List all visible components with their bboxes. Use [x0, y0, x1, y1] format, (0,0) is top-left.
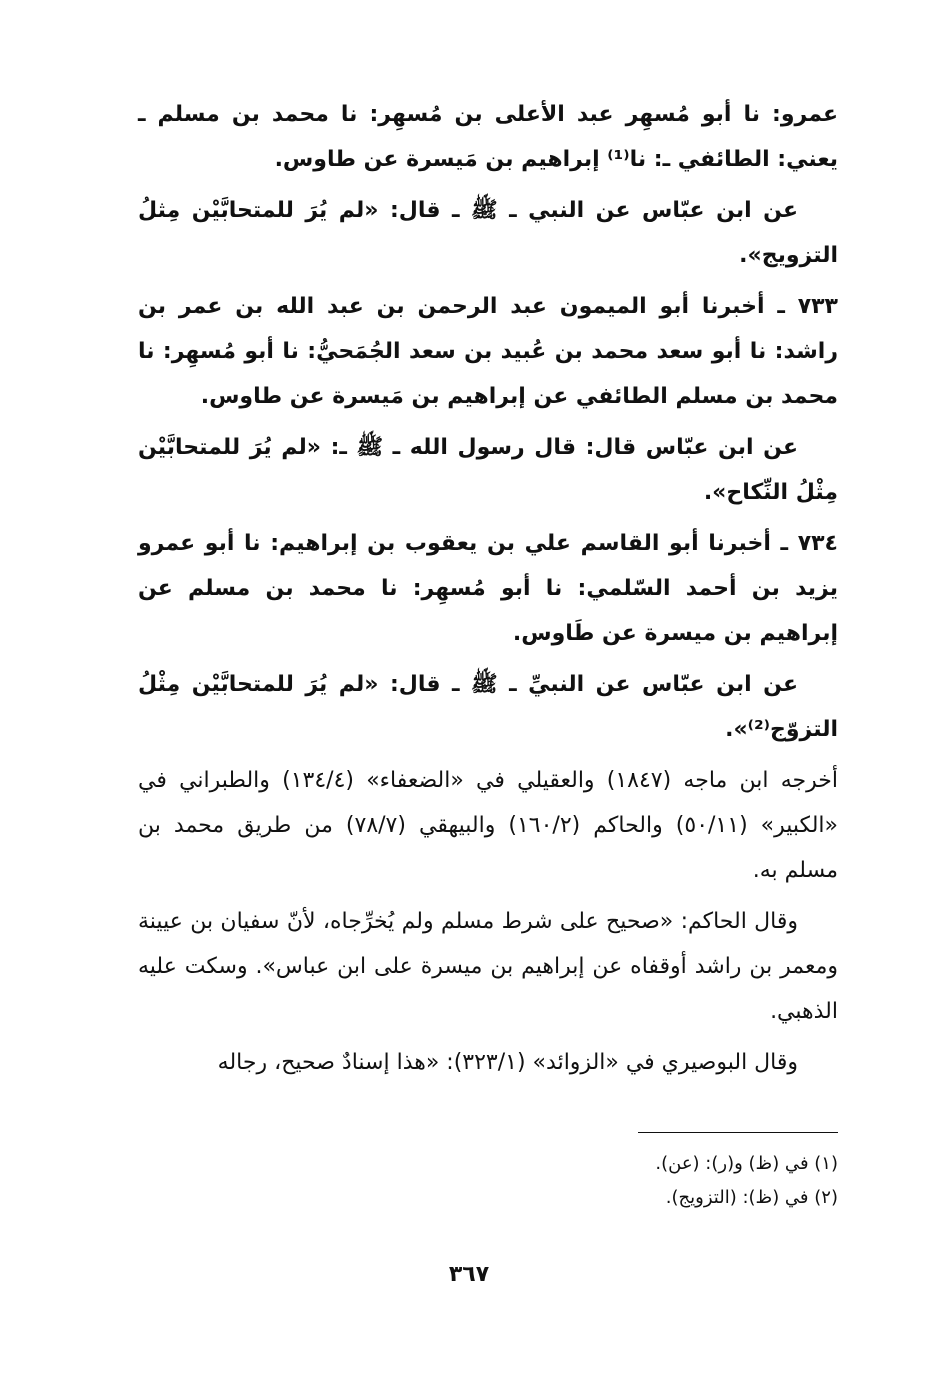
footnote-divider — [638, 1132, 838, 1133]
hadith-734-isnad: ٧٣٤ ـ أخبرنا أبو القاسم علي بن يعقوب بن إبراهيم: نا أبو عمرو يزيد بن أحمد السّلمي: نا أبو مُسهِر: نا محمد بن مسلم عن إبراهيم بن ميسرة عن طَاوس. — [138, 531, 838, 646]
hadith-733-text: عن ابن عبّاس قال: قال رسول الله ـ ﷺ ـ: «لم يُرَ للمتحابَّيْن مِثْلُ النِّكاح». — [138, 435, 838, 505]
main-text — [138, 92, 838, 1085]
busiri-comment-paragraph: وقال البوصيري في «الزوائد» (٣٢٣/١): «هذا إسنادٌ صحيح، رجاله — [217, 1050, 798, 1075]
footnote-2: (٢) في (ظ): (التزويج). — [665, 1187, 838, 1208]
hakim-comment-paragraph: وقال الحاكم: «صحيح على شرط مسلم ولم يُخرِّجاه، لأنّ سفيان بن عيينة ومعمر بن راشد أوقفاه عن إبراهيم بن ميسرة على ابن عباس». وسكت عليه الذهبي. — [138, 909, 838, 1024]
hadith-734-text: عن ابن عبّاس عن النبيِّ ـ ﷺ ـ قال: «لم يُرَ للمتحابَّيْن مِثْلُ التزوّج⁽²⁾». — [138, 672, 838, 742]
hadith-733-isnad: ٧٣٣ ـ أخبرنا أبو الميمون عبد الرحمن بن عبد الله بن عمر بن راشد: نا أبو سعد محمد بن عُبيد بن سعد الجُمَحيُّ: نا أبو مُسهِر: نا محمد بن مسلم الطائفي عن إبراهيم بن مَيسرة عن طاوس. — [138, 294, 838, 409]
page-number: ٣٦٧ — [448, 1262, 490, 1287]
isnad-paragraph: عمرو: نا أبو مُسهِر عبد الأعلى بن مُسهِر: نا محمد بن مسلم ـ يعني: الطائفي ـ: نا⁽¹⁾ إبراهيم بن مَيسرة عن طاوس. — [138, 102, 838, 172]
footnotes-section — [138, 1132, 838, 1215]
page-content — [138, 92, 838, 1085]
takhrij-paragraph: أخرجه ابن ماجه (١٨٤٧) والعقيلي في «الضعفاء» (١٣٤/٤) والطبراني في «الكبير» (٥٠/١١) والحاكم (١٦٠/٢) والبيهقي (٧٨/٧) من طريق محمد بن مسلم به. — [138, 768, 838, 883]
hadith-text-paragraph: عن ابن عبّاس عن النبي ـ ﷺ ـ قال: «لم يُرَ للمتحابَّيْن مِثلُ التزويج». — [138, 198, 838, 268]
footnote-1: (١) في (ظ) و(ر): (عن). — [655, 1153, 838, 1174]
